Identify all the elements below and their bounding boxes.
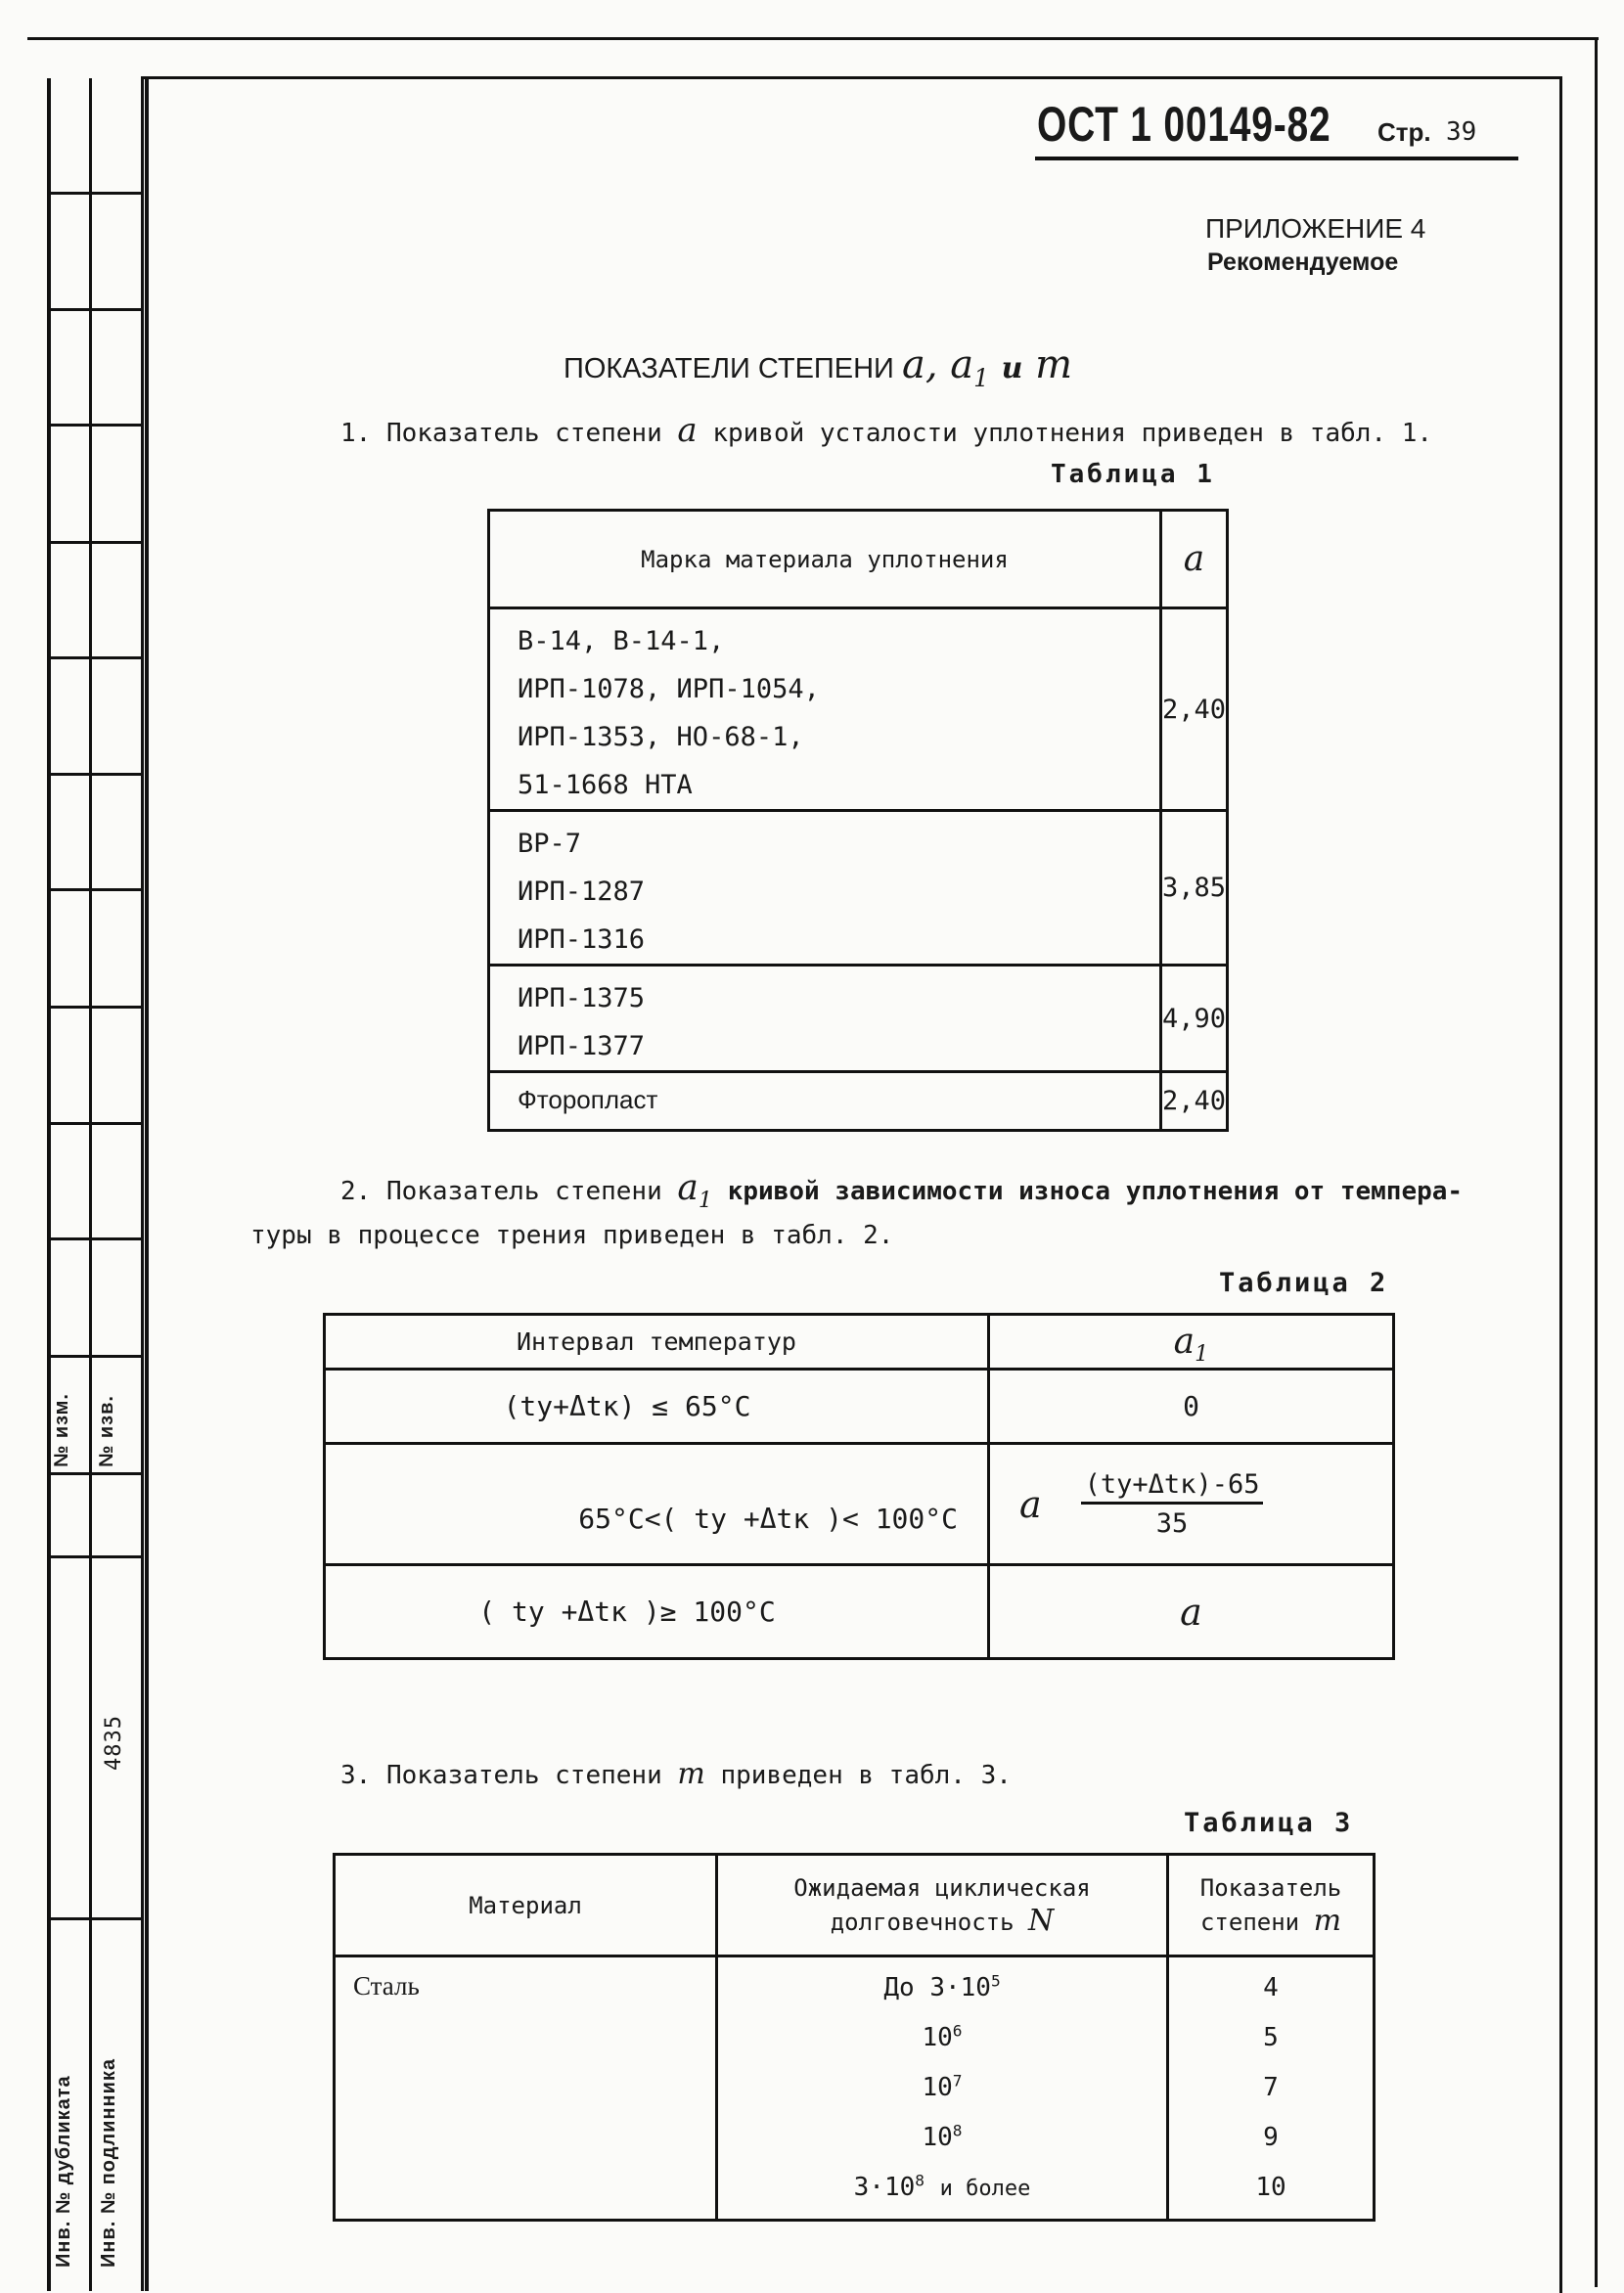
table2-value-denominator: 35: [1155, 1508, 1189, 1539]
frame-inner-right: [1559, 76, 1562, 2293]
table3-header-exp-symbol: m: [1313, 1904, 1342, 1938]
table3-header-life: Ожидаемая циклическая долговечность: [793, 1874, 1091, 1936]
title-last: m: [1035, 342, 1073, 387]
table2-value: 0: [989, 1370, 1394, 1444]
title-conj: и: [1001, 351, 1023, 385]
table-2: [323, 1313, 1395, 1660]
list-item: ИРП-1287: [518, 877, 646, 907]
title-symbols: a, a: [901, 342, 974, 387]
table2-interval: ( ty +Δtк )≥ 100°C: [325, 1565, 989, 1659]
list-item: $10^7$: [922, 2071, 963, 2102]
stamp-dubl-label: Инв. № дубликата: [53, 2075, 74, 2268]
para2-before: 2. Показатель степени: [340, 1177, 662, 1206]
para2-sub: 1: [698, 1188, 713, 1214]
frame-right: [1595, 37, 1598, 2287]
doc-code: ОСТ 1 00149-82: [1037, 97, 1331, 152]
table2-header-interval: Интервал температур: [325, 1315, 989, 1370]
table1-header-material: Марка материала уплотнения: [489, 511, 1161, 608]
table-row: [489, 608, 1228, 811]
stamp-inv-number: 4835: [102, 1715, 126, 1771]
list-item: ИРП-1375: [518, 983, 646, 1013]
table3-header-exp: Показатель степени: [1199, 1874, 1342, 1936]
stamp-strip-divider: [89, 78, 92, 2291]
list-item: 7: [1263, 2073, 1279, 2102]
table1-value: 3,85: [1160, 811, 1227, 966]
title-text: ПОКАЗАТЕЛИ СТЕПЕНИ: [564, 353, 894, 384]
table2-header-value: a: [1173, 1322, 1195, 1362]
table1-value: 2,40: [1160, 1072, 1227, 1131]
table-row: [489, 811, 1228, 966]
table-1: [487, 509, 1229, 1132]
appendix-status: Рекомендуемое: [1207, 248, 1399, 276]
table2-interval: (ty+Δtк) ≤ 65°C: [325, 1370, 989, 1444]
title-sub: 1: [973, 364, 989, 392]
list-item: ВР-7: [518, 829, 582, 859]
list-item: ИРП-1353, НО-68-1,: [518, 722, 804, 752]
list-item: 4: [1263, 1973, 1279, 2002]
list-item: В-14, В-14-1,: [518, 626, 725, 656]
para1-before: 1. Показатель степени: [340, 419, 662, 448]
table2-value-lead: a: [1019, 1482, 1042, 1526]
para1-after: кривой усталости уплотнения приведен в табл. 1.: [712, 419, 1433, 448]
table1-header-value: a: [1160, 511, 1227, 608]
stamp-izv-label: № изв.: [96, 1395, 117, 1467]
table2-caption: Таблица 2: [1219, 1268, 1389, 1298]
frame-top: [27, 37, 1599, 40]
table-3: [333, 1853, 1376, 2222]
table1-value: 4,90: [1160, 966, 1227, 1072]
para3-before: 3. Показатель степени: [340, 1761, 662, 1790]
paragraph-1: [340, 411, 1432, 450]
list-item: До $3\cdot 10^5$: [883, 1971, 1001, 2002]
table3-material: Сталь: [335, 1956, 717, 2221]
para1-symbol: a: [677, 411, 698, 450]
frame-inner-top: [141, 76, 1561, 79]
table-row: [325, 1565, 1394, 1659]
para3-after: приведен в табл. 3.: [720, 1761, 1012, 1790]
list-item: $10^6$: [922, 2021, 963, 2052]
page-number: 39: [1446, 117, 1477, 147]
table-row: [335, 1956, 1375, 2221]
appendix-title: ПРИЛОЖЕНИЕ 4: [1205, 213, 1426, 244]
page-title: [564, 342, 1073, 392]
list-item: 5: [1263, 2023, 1279, 2052]
table-row: [489, 966, 1228, 1072]
list-item: ИРП-1377: [518, 1031, 646, 1061]
list-item: Фторопласт: [518, 1085, 658, 1114]
table-row: [325, 1370, 1394, 1444]
table2-header-sub: 1: [1195, 1341, 1209, 1368]
table3-caption: Таблица 3: [1184, 1808, 1354, 1838]
table2-value-numerator: (ty+Δtк)-65: [1081, 1469, 1264, 1505]
table-row: [489, 1072, 1228, 1131]
table1-caption: Таблица 1: [1051, 460, 1215, 489]
list-item: $10^8$: [922, 2121, 963, 2152]
table2-interval: 65°C<( ty +Δtк )< 100°C: [325, 1444, 989, 1565]
list-item: ИРП-1316: [518, 924, 646, 955]
para3-symbol: m: [677, 1757, 705, 1791]
table2-value: a: [989, 1565, 1394, 1659]
list-item: 51-1668 НТА: [518, 770, 693, 800]
stamp-podl-label: Инв. № подлинника: [98, 2057, 119, 2268]
page-label: Стр.: [1377, 117, 1431, 147]
para2-symbol: a: [677, 1168, 699, 1208]
table3-header-life-symbol: N: [1028, 1904, 1055, 1938]
paragraph-2-line2: туры в процессе трения приведен в табл. 2.: [250, 1221, 894, 1250]
table-row: [325, 1444, 1394, 1565]
table1-value: 2,40: [1160, 608, 1227, 811]
list-item: ИРП-1078, ИРП-1054,: [518, 674, 820, 704]
paragraph-2: [340, 1168, 1464, 1214]
paragraph-3: [340, 1757, 1012, 1791]
table3-header-material: Материал: [335, 1855, 717, 1956]
para2-after: кривой зависимости износа уплотнения от темпера-: [727, 1177, 1464, 1206]
list-item: 10: [1255, 2173, 1286, 2202]
list-item: $3\cdot 10^8$ и более: [853, 2171, 1031, 2202]
stamp-izm-label: № изм.: [51, 1393, 72, 1467]
list-item: 9: [1263, 2123, 1279, 2152]
header-underline: [1035, 157, 1518, 160]
stamp-strip: [47, 78, 149, 2291]
